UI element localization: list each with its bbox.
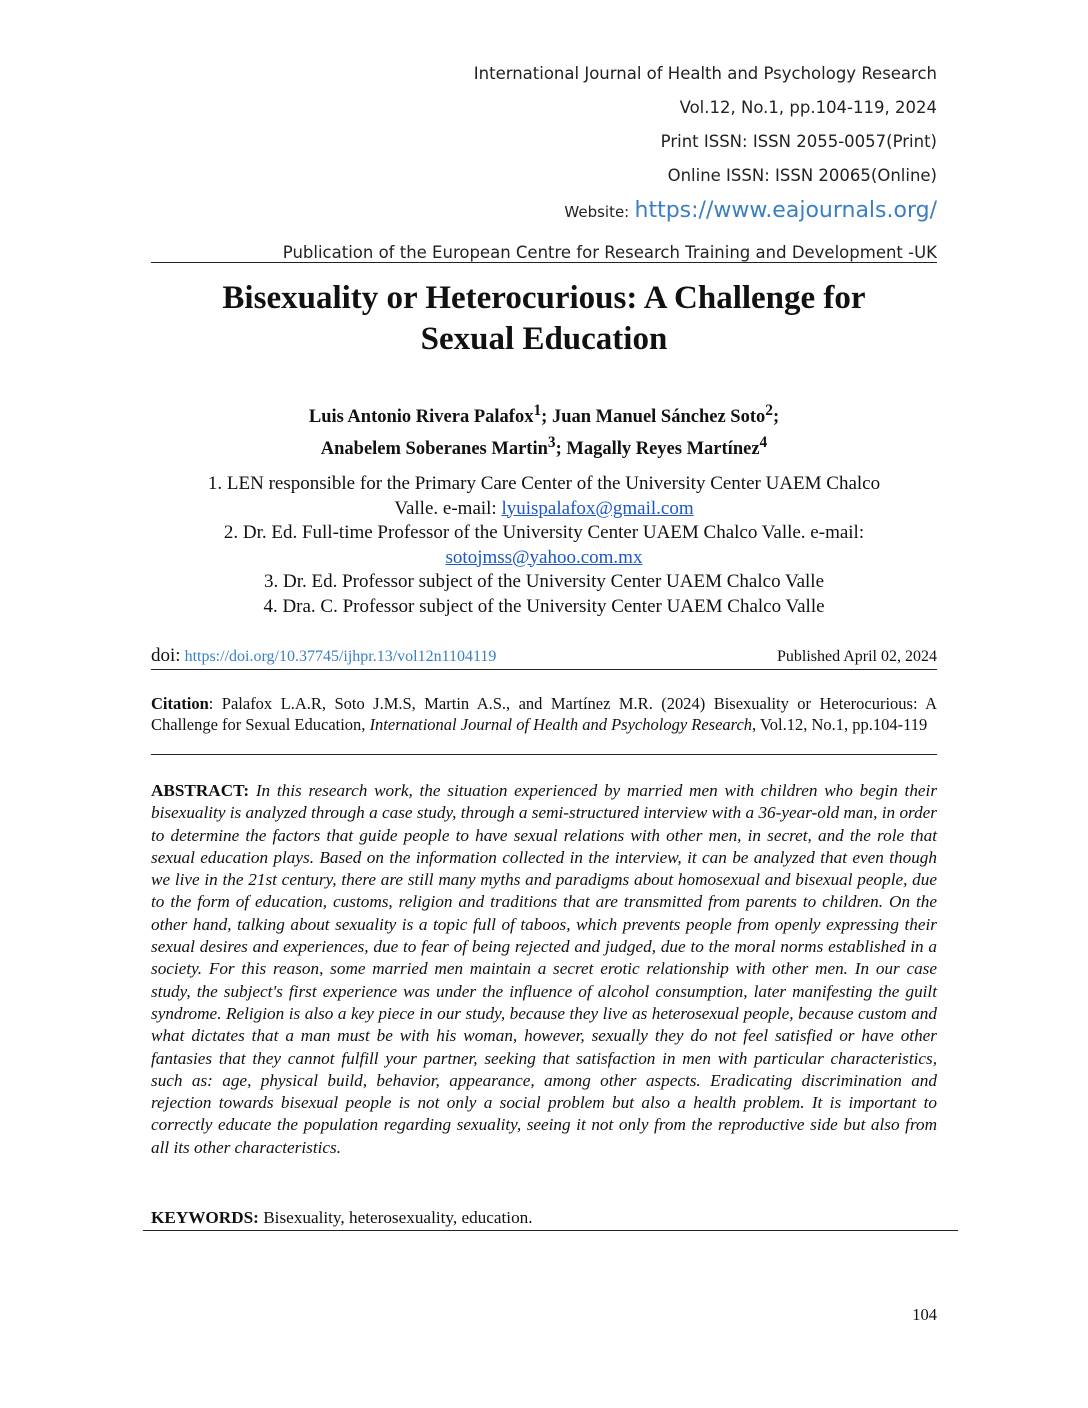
header-divider bbox=[151, 262, 937, 263]
paper-title bbox=[140, 278, 948, 360]
affiliation-2-line-1: 2. Dr. Ed. Full-time Professor of the University Center UAEM Chalco Valle. e-mail: bbox=[223, 522, 865, 543]
citation-divider bbox=[151, 754, 937, 755]
published-date: Published April 02, 2024 bbox=[776, 648, 937, 665]
citation: Citation: Palafox L.A.R, Soto J.M.S, Martin A.S., and Martínez M.R. (2024) Bisexuality or Heterocurious: A Challenge for Sexual Education, International Journal of Health and Psychology Research, Vol.12, No.1, pp.104-119 bbox=[151, 694, 937, 734]
affiliation-3: 3. Dr. Ed. Professor subject of the University Center UAEM Chalco Valle bbox=[263, 571, 825, 592]
doi-label: doi: bbox=[151, 645, 181, 666]
website-line bbox=[564, 198, 937, 223]
affiliation-1-line-1: 1. LEN responsible for the Primary Care Center of the University Center UAEM Chalco bbox=[207, 473, 881, 494]
authors-line-2: Anabelem Soberanes Martin$^3$; Magally Reyes Martínez$^4$ bbox=[320, 434, 768, 460]
keywords bbox=[151, 1207, 937, 1229]
author-4: Magally Reyes Martínez bbox=[566, 439, 760, 460]
doi-line bbox=[151, 645, 937, 667]
title-line-2: Sexual Education bbox=[420, 321, 668, 357]
abstract bbox=[151, 780, 937, 1159]
keywords-text: Bisexuality, heterosexuality, education. bbox=[258, 1208, 533, 1227]
print-issn: Print ISSN: ISSN 2055-0057(Print) bbox=[660, 132, 937, 151]
journal-name: International Journal of Health and Psychology Research bbox=[473, 64, 937, 83]
volume-info: Vol.12, No.1, pp.104-119, 2024 bbox=[679, 98, 937, 117]
email-link-1[interactable]: lyuispalafox@gmail.com bbox=[501, 497, 694, 519]
author-3: Anabelem Soberanes Martin bbox=[320, 439, 548, 460]
author-2-sup: 2 bbox=[765, 402, 773, 419]
keywords-divider bbox=[143, 1230, 958, 1231]
abstract-text: In this research work, the situation experienced by married men with children who begin their bisexuality is analyzed through a case study, through a semi-structured interview with a 36-year-old man, in order to determine the factors that guide people to have sexual relations with other men, in secret, and the role that sexual education plays. Based on the information collected in the interview, it can be analyzed that even though we live in the 21st century, there are still many myths and paradigms about homosexual and bisexual people, due to the form of education, customs, religion and traditions that are transmitted from parents to children. On the other hand, talking about sexuality is a topic full of taboos, which prevents people from openly expressing their sexual desires and experiences, due to fear of being rejected and judged, due to the moral norms established in a society. For this reason, some married men maintain a secret erotic relationship with other men. In our case study, the subject's first experience was under the influence of alcohol consumption, later manifesting the guilt syndrome. Religion is also a key piece in our study, because they live as heterosexual people, because custom and what dictates that a man must be with his woman, however, sexually they do not feel satisfied or have other fantasies that they cannot fulfill your partner, seeking that satisfaction in men with particular characteristics, such as: age, physical build, behavior, appearance, among other aspects. Eradicating discrimination and rejection towards bisexual people is not only a social problem but also a health problem. It is important to correctly educate the population regarding sexuality, seeing it not only from the reproductive side but also from all its other characteristics. bbox=[151, 781, 938, 1157]
publisher-line: Publication of the European Centre for Research Training and Development -UK bbox=[282, 243, 937, 262]
doi-link[interactable]: https://doi.org/10.37745/ijhpr.13/vol12n1104119 bbox=[184, 648, 497, 665]
citation-journal: International Journal of Health and Psychology Research bbox=[369, 715, 753, 734]
author-list bbox=[140, 398, 948, 462]
authors-line-1: Luis Antonio Rivera Palafox$^1$; Juan Manuel Sánchez Soto$^2$; bbox=[308, 402, 780, 428]
email-link-2[interactable]: sotojmss@yahoo.com.mx bbox=[445, 546, 643, 568]
affiliations bbox=[140, 472, 948, 619]
affiliation-1-line-2: Valle. e-mail: lyuispalafox@gmail.com bbox=[394, 497, 694, 519]
citation-label: Citation bbox=[151, 694, 209, 713]
page-number: 104 bbox=[912, 1305, 937, 1324]
online-issn: Online ISSN: ISSN 20065(Online) bbox=[667, 166, 937, 185]
doi-divider bbox=[151, 669, 937, 670]
author-2: Juan Manuel Sánchez Soto bbox=[551, 407, 766, 428]
author-3-sup: 3 bbox=[547, 434, 556, 452]
title-line-1: Bisexuality or Heterocurious: A Challenge for bbox=[222, 280, 866, 316]
affiliation-4: 4. Dra. C. Professor subject of the University Center UAEM Chalco Valle bbox=[263, 595, 825, 617]
website-label: Website: bbox=[564, 203, 630, 221]
author-1-sup: 1 bbox=[533, 402, 542, 419]
affiliation-2-line-2 bbox=[140, 546, 948, 571]
keywords-label: KEYWORDS: bbox=[151, 1208, 259, 1227]
website-link[interactable]: https://www.eajournals.org/ bbox=[634, 198, 937, 223]
author-4-sup: 4 bbox=[759, 434, 768, 452]
abstract-label: ABSTRACT: bbox=[151, 781, 250, 800]
author-1: Luis Antonio Rivera Palafox bbox=[308, 407, 534, 428]
